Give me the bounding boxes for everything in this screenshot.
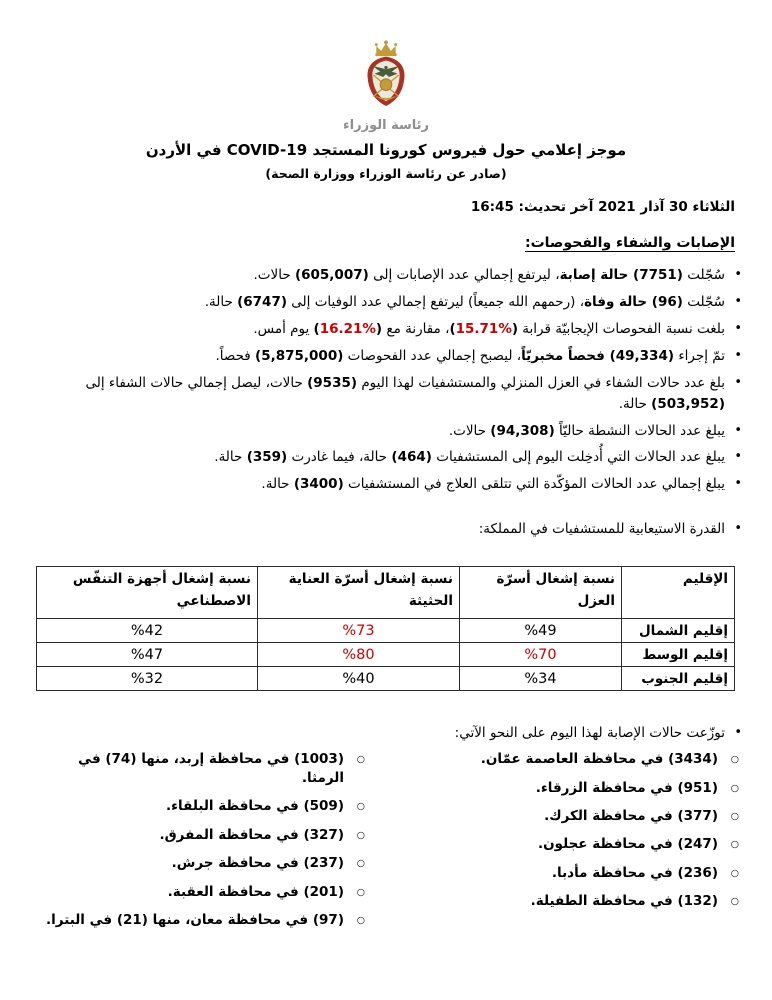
text-segment: بلغت نسبة الفحوصات الإيجابيّة قرابة (518, 320, 725, 337)
emblem-caption: رئاسة الوزراء (343, 118, 429, 133)
page-subtitle: (صادر عن رئاسة الوزراء ووزارة الصحة) (265, 166, 507, 181)
text-segment: فحصاً. (215, 347, 256, 364)
text-segment: ) (313, 320, 320, 337)
text-segment: حالة. (204, 293, 238, 310)
text-segment: ، ليرتفع إجمالي عدد الإصابات إلى (368, 267, 560, 283)
header-isolation: نسبة إشغال أسرّة العزل (460, 567, 622, 619)
governorate-list-right (412, 750, 742, 939)
header-region: الإقليم (622, 567, 735, 619)
jordan-coat-of-arms-icon (355, 40, 417, 112)
table-row-south (37, 667, 735, 691)
bullet-deaths (42, 292, 742, 313)
text-segment: يبلغ عدد الحالات النشطة حاليّاً (554, 422, 725, 439)
cell-vent: %47 (37, 643, 258, 667)
text-segment: حالات. (448, 422, 491, 439)
text-segment: %15.71 (455, 320, 512, 337)
text-segment: (6747) (237, 293, 288, 310)
text-segment: (359) (246, 449, 288, 466)
text-segment: (49,334) فحصاً مخبريّاً (521, 347, 675, 364)
page-title: موجز إعلامي حول فيروس كورونا المستجد COVID-19 في الأردن (145, 141, 627, 159)
gov-item-madaba: ○ (236) في محافظة مأدبا. (412, 864, 742, 883)
bullet-distribution-intro (42, 723, 742, 744)
cell-region: إقليم الوسط (622, 643, 735, 667)
text-segment: ) (449, 320, 456, 337)
cell-isolation: %34 (460, 667, 622, 691)
gov-item-jerash: ○ (237) في محافظة جرش. (32, 854, 368, 873)
cell-region: إقليم الجنوب (622, 667, 735, 691)
text-segment: ( (375, 320, 383, 337)
bullet-positivity-rate (42, 319, 742, 340)
cell-icu: %73 (258, 619, 460, 643)
text-segment: ، (رحمهم الله جميعاً) ليرتفع إجمالي عدد الوفيات إلى (287, 293, 585, 310)
text-segment: يوم أمس. (253, 320, 314, 337)
text-segment: حالات، ليصل إجمالي حالات الشفاء إلى (85, 374, 308, 391)
table-header-row (37, 567, 735, 619)
bullet-hospitalized (42, 474, 742, 495)
gov-item-aqaba: ○ (201) في محافظة العقبة. (32, 883, 368, 902)
governorate-distribution (0, 750, 772, 939)
cell-region: إقليم الشمال (622, 619, 735, 643)
dateline: الثلاثاء 30 آذار 2021 آخر تحديث: 16:45 (470, 199, 735, 215)
text-segment: (7751) حالة إصابة (559, 267, 683, 283)
table-row-middle (37, 643, 735, 667)
bullet-new-cases (42, 265, 742, 286)
gov-item-karak: ○ (377) في محافظة الكرك. (412, 807, 742, 826)
gov-item-irbid: ○ (1003) في محافظة إربد، منها (74) في الرمثا. (32, 750, 368, 788)
gov-item-balqa: ○ (509) في محافظة البلقاء. (32, 797, 368, 816)
cell-vent: %32 (37, 667, 258, 691)
header-icu: نسبة إشغال أسرّة العناية الحثيثة (258, 567, 460, 619)
governorate-list-left (32, 750, 368, 939)
text-segment: ، ليصبح إجمالي عدد الفحوصات (343, 347, 522, 364)
table-row-north (37, 619, 735, 643)
text-segment: (503,952) (651, 395, 725, 412)
section-heading (37, 235, 735, 251)
text-segment: (94,308) (490, 422, 555, 439)
text-segment: (96) حالة وفاة (584, 293, 683, 310)
text-segment: حالات. (253, 267, 295, 283)
cell-icu: %40 (258, 667, 460, 691)
text-segment: ( (511, 320, 519, 337)
bullet-hospital-capacity (42, 519, 742, 540)
header-vent: نسبة إشغال أجهزة التنفّس الاصطناعي (37, 567, 258, 619)
text-segment: تمّ إجراء (674, 347, 725, 364)
bullet-recoveries (42, 373, 742, 415)
cell-icu: %80 (258, 643, 460, 667)
gov-item-maan: ○ (97) في محافظة معان، منها (21) في البترا. (32, 911, 368, 930)
gov-item-mafraq: ○ (327) في محافظة المفرق. (32, 826, 368, 845)
text-segment: بلغ عدد حالات الشفاء في العزل المنزلي والمستشفيات لهذا اليوم (357, 374, 725, 391)
gov-item-zarqa: ○ (951) في محافظة الزرقاء. (412, 779, 742, 798)
bullet-active-cases (42, 421, 742, 442)
text-segment: %16.21 (319, 320, 376, 337)
stats-bullet-list (0, 265, 772, 540)
cell-isolation: %49 (460, 619, 622, 643)
header-logo-block (0, 0, 772, 133)
text-segment: (464) (391, 449, 432, 466)
bullet-admissions (42, 447, 742, 468)
text-segment: حالة. (214, 449, 247, 466)
gov-item-tafileh: ○ (132) في محافظة الطفيلة. (412, 892, 742, 911)
text-segment: يبلغ إجمالي عدد الحالات المؤكّدة التي تتلقى العلاج في المستشفيات (343, 476, 725, 493)
text-segment: سُجّلت (682, 267, 725, 283)
text-segment: حالة. (618, 395, 652, 412)
gov-item-amman: ○ (3434) في محافظة العاصمة عمّان. (412, 750, 742, 769)
section-heading-text: الإصابات والشفاء والفحوصات: (525, 235, 735, 251)
text-segment: (9535) (307, 374, 358, 391)
distribution-intro-list (0, 723, 772, 744)
text-segment: حالة. (261, 476, 294, 493)
text-segment: (5,875,000) (255, 347, 344, 364)
text-segment: حالة، فيما غادرت (287, 449, 392, 466)
text-segment: سُجّلت (682, 293, 725, 310)
cell-isolation: %70 (460, 643, 622, 667)
gov-item-ajloun: ○ (247) في محافظة عجلون. (412, 835, 742, 854)
bullet-lab-tests (42, 346, 742, 367)
text-segment: ، مقارنة مع (382, 320, 450, 337)
hospital-capacity-table (36, 566, 735, 691)
cell-vent: %42 (37, 619, 258, 643)
text-segment: يبلغ عدد الحالات التي أُدخِلت اليوم إلى المستشفيات (431, 449, 725, 466)
text-segment: (605,007) (294, 267, 369, 283)
text-segment: القدرة الاستيعابية للمستشفيات في المملكة: (478, 521, 725, 538)
text-segment: توزّعت حالات الإصابة لهذا اليوم على النحو الآتي: (454, 725, 725, 742)
text-segment: (3400) (293, 476, 344, 493)
